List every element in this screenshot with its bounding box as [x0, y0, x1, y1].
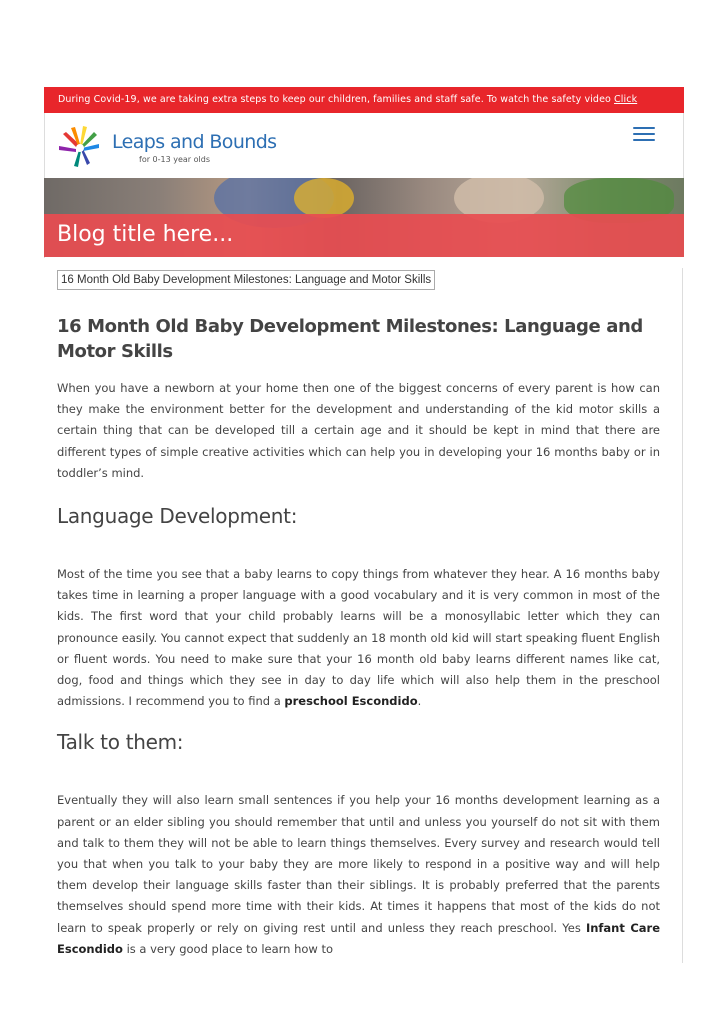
talk-paragraph [57, 790, 660, 960]
safety-video-link[interactable]: Click [614, 94, 638, 105]
logo-name: Leaps and Bounds [112, 131, 277, 153]
content-divider [682, 268, 683, 963]
covid-banner [44, 87, 684, 113]
section-heading-talk: Talk to them: [57, 730, 184, 755]
talk-text: Eventually they will also learn small sentences if you help your 16 months development learning as a parent or an elder sibling you should remember that until and unless you yourself do not sit with them and talk to them they will not be able to learn things themselves. Every survey and research would tell you that when you talk to your baby they are more likely to respond in a positive way and will help them develop their language skills faster than their siblings. It is probably preferred that the parents themselves should spend more time with their kids. At times it happens that most of the kids do not learn to speak properly or rely on giving rest until and unless they reach preschool. Yes [57, 793, 660, 935]
site-header [44, 113, 684, 178]
language-text: Most of the time you see that a baby learns to copy things from whatever they hear. A 16 months baby takes time in learning a proper language with a good vocabulary and it is very common in most of the kids. The first word that your child probably learns will be a monosyllabic letter which they can pronounce easily. You cannot expect that suddenly an 18 month old kid will start speaking fluent English or fluent words. You need to make sure that your 16 month old baby learns different names like cat, dog, food and things which they see in day to day life which will also help them in the preschool admissions. I recommend you to find a [57, 567, 660, 709]
site-logo[interactable] [57, 124, 277, 168]
language-paragraph [57, 564, 660, 712]
hands-logo-icon [57, 124, 101, 168]
page-title: 16 Month Old Baby Development Milestones: Language and Motor Skills [57, 316, 643, 362]
logo-tagline: for 0-13 year olds [139, 155, 210, 164]
intro-paragraph: When you have a newborn at your home then one of the biggest concerns of every parent is how can they make the environment better for the development and understanding of the kid motor skills a certain thing that can be developed till a certain age and it should be kept in mind that there are different types of simple creative activities which can help you in developing your 16 months baby or in toddler’s mind. [57, 381, 660, 480]
hero-title: Blog title here... [57, 222, 234, 247]
talk-text-end: is a very good place to learn how to [122, 941, 334, 956]
hero-overlay [44, 214, 684, 257]
section-heading-language: Language Development: [57, 504, 298, 529]
infant-care-link[interactable]: Infant Care Escondido [57, 920, 660, 956]
hero-banner [44, 178, 684, 257]
hamburger-menu-icon[interactable] [633, 127, 655, 143]
preschool-link[interactable]: preschool Escondido [284, 694, 418, 709]
breadcrumb[interactable]: 16 Month Old Baby Development Milestones: Language and Motor Skills [57, 270, 435, 290]
article [57, 314, 660, 960]
language-text-end: . [417, 694, 422, 709]
covid-banner-text: During Covid-19, we are taking extra steps to keep our children, families and staff safe. To watch the safety video [58, 94, 615, 105]
